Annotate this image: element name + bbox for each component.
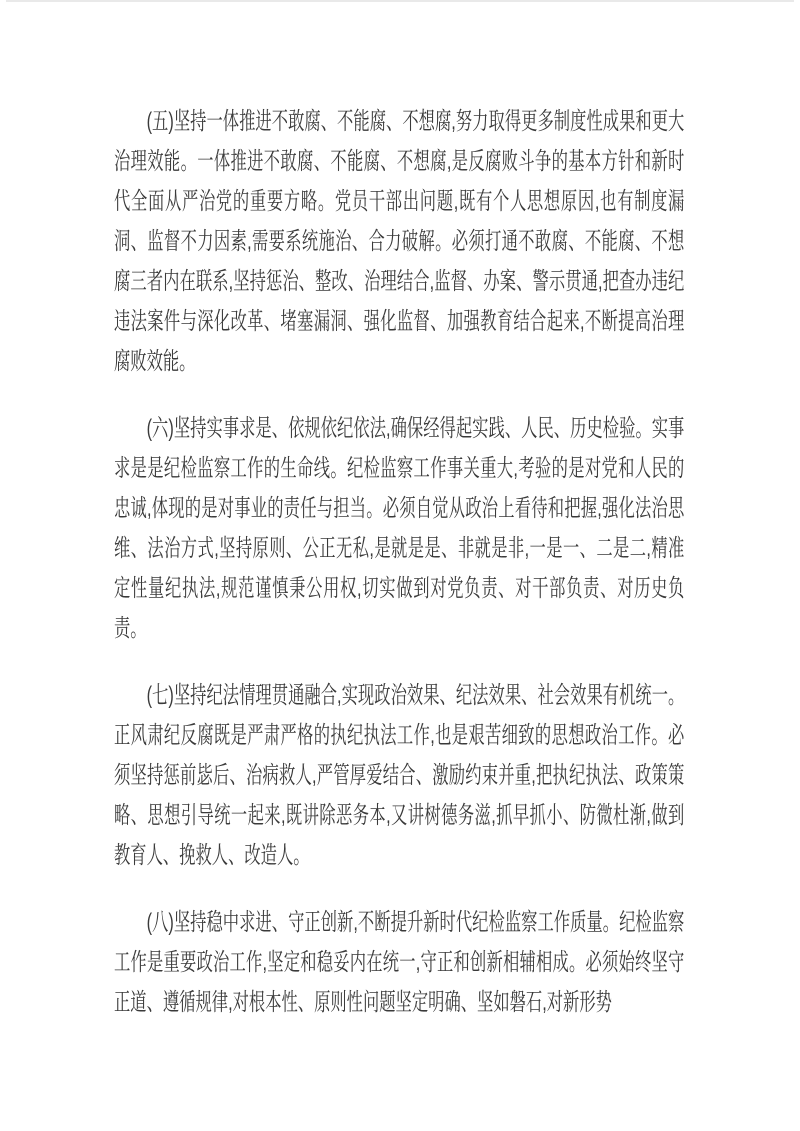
paragraph-item-6: (六)坚持实事求是、依规依纪依法,确保经得起实践、人民、历史检验。实事求是是纪检监察工作的生命线。纪检监察工作事关重大,考验的是对党和人民的忠诚,体现的是对事业的责任与担当。必须自觉从政治上看待和把握,强化法治思维、法治方式,坚持原则、公正无私,是就是是、非就是非,一是一、二是二,精准定性量纪执法,规范谨慎秉公用权,切实做到对党负责、对干部负责、对历史负责。 xyxy=(114,415,685,642)
page-top-edge-divider xyxy=(6,0,794,2)
paragraph-item-7: (七)坚持纪法情理贯通融合,实现政治效果、纪法效果、社会效果有机统一。正风肃纪反腐既是严肃严格的执纪执法工作,也是艰苦细致的思想政治工作。必须坚持惩前毖后、治病救人,严管厚爱结合、激励约束并重,把执纪执法、政策策略、思想引导统一起来,既讲除恶务本,又讲树德务滋,抓早抓小、防微杜渐,做到教育人、挽救人、改造人。 xyxy=(114,682,685,869)
paragraph-item-5: (五)坚持一体推进不敢腐、不能腐、不想腐,努力取得更多制度性成果和更大治理效能。一体推进不敢腐、不能腐、不想腐,是反腐败斗争的基本方针和新时代全面从严治党的重要方略。党员干部出问题,既有个人思想原因,也有制度漏洞、监督不力因素,需要系统施治、合力破解。必须打通不敢腐、不能腐、不想腐三者内在联系,坚持惩治、整改、治理结合,监督、办案、警示贯通,把查办违纪违法案件与深化改革、堵塞漏洞、强化监督、加强教育结合起来,不断提高治理腐败效能。 xyxy=(114,108,685,375)
document-body xyxy=(114,102,684,1023)
paragraph-item-8: (八)坚持稳中求进、守正创新,不断提升新时代纪检监察工作质量。纪检监察工作是重要政治工作,坚定和稳妥内在统一,守正和创新相辅相成。必须始终坚守正道、遵循规律,对根本性、原则性问题坚定明确、坚如磐石,对新形势 xyxy=(114,909,685,1016)
